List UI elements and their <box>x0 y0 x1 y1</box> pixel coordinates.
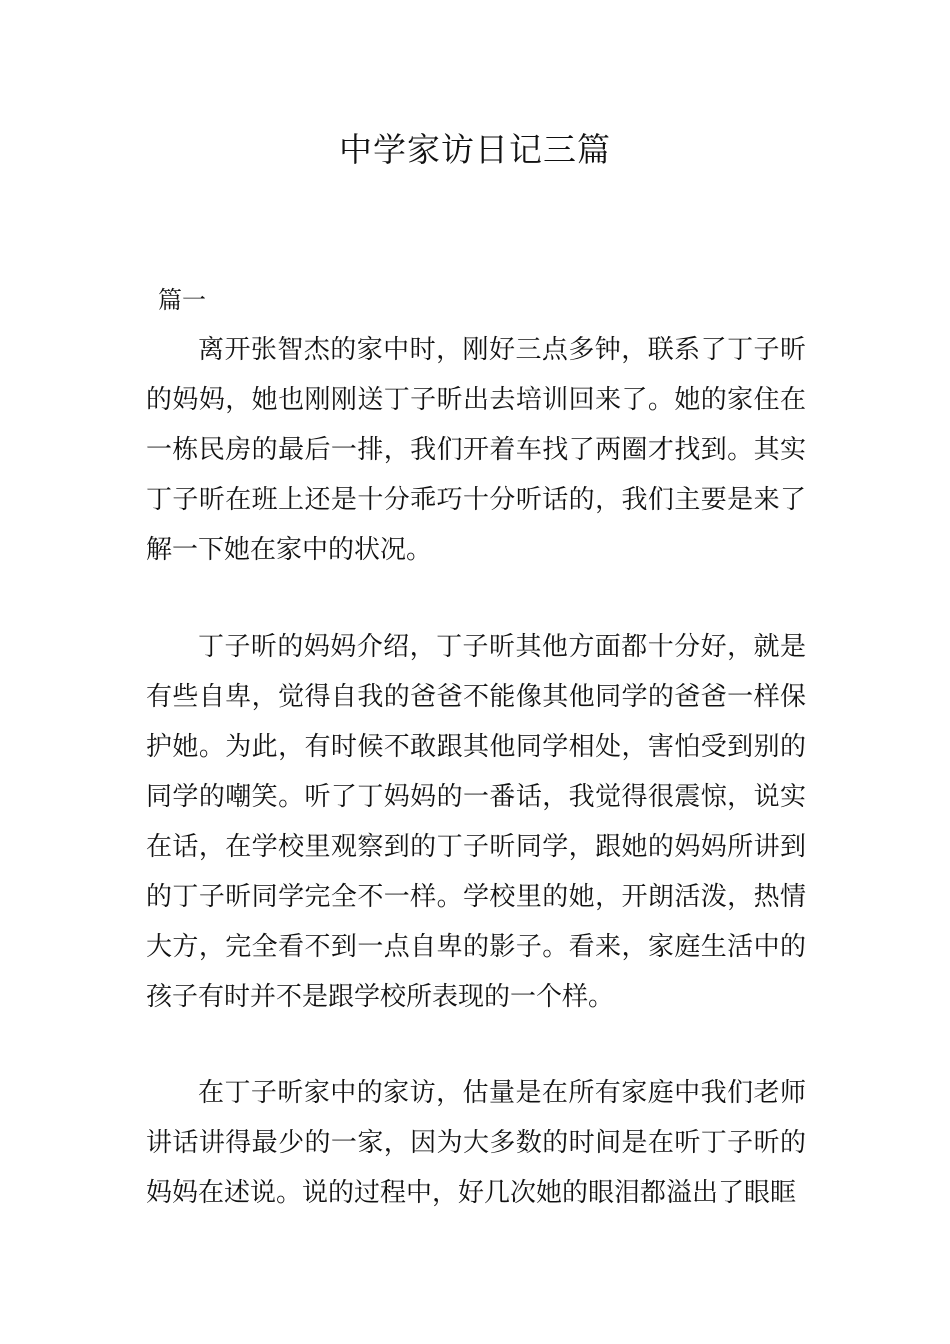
section-label: 篇一 <box>158 286 206 314</box>
paragraph-3: 在丁子昕家中的家访，估量是在所有家庭中我们老师讲话讲得最少的一家，因为大多数的时间是在听丁子昕的妈妈在述说。说的过程中，好几次她的眼泪都溢出了眼眶 <box>146 1078 806 1208</box>
document-title: 中学家访日记三篇 <box>339 130 611 169</box>
paragraph-1: 离开张智杰的家中时，刚好三点多钟，联系了丁子昕的妈妈，她也刚刚送丁子昕出去培训回来了。她的家住在一栋民房的最后一排，我们开着车找了两圈才找到。其实丁子昕在班上还是十分乖巧十分听话的，我们主要是来了解一下她在家中的状况。 <box>146 335 806 565</box>
paragraph-2: 丁子昕的妈妈介绍，丁子昕其他方面都十分好，就是有些自卑，觉得自我的爸爸不能像其他同学的爸爸一样保护她。为此，有时候不敢跟其他同学相处，害怕受到别的同学的嘲笑。听了丁妈妈的一番话，我觉得很震惊，说实在话，在学校里观察到的丁子昕同学，跟她的妈妈所讲到的丁子昕同学完全不一样。学校里的她，开朗活泼，热情大方，完全看不到一点自卑的影子。看来，家庭生活中的孩子有时并不是跟学校所表现的一个样。 <box>146 632 806 1012</box>
